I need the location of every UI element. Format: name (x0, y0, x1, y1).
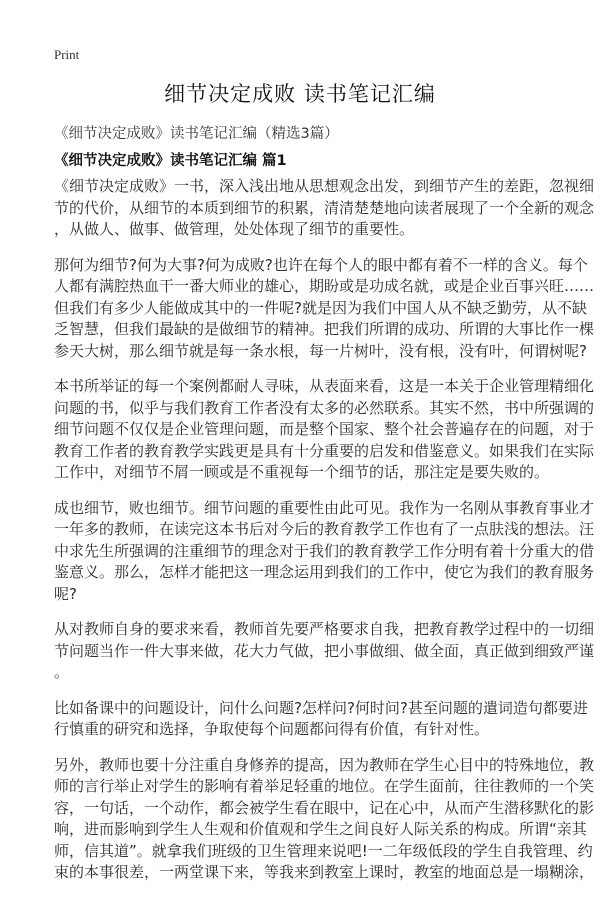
paragraph-line: 本书所举证的每一个案例都耐人寻味，从表面来看，这是一本关于企业管理精细化 (54, 377, 595, 395)
paragraph-line: 师，信其道”。就拿我们班级的卫生管理来说吧!一二年级低段的学生自我管理、约 (54, 841, 593, 860)
document-subtitle: 《细节决定成败》读书笔记汇编（精选3篇） (54, 126, 339, 142)
paragraph-line: 问题的书，似乎与我们教育工作者没有太多的必然联系。其实不然，书中所强调的 (54, 398, 595, 417)
paragraph-line: 比如备课中的问题设计，问什么问题?怎样问?何时问?甚至问题的遣词造句都要进 (54, 698, 588, 717)
print-link[interactable]: Print (54, 47, 80, 62)
paragraph (54, 176, 595, 241)
paragraph-line: 束的本事很差，一两堂课下来，等我来到教室上课时，教室的地面总是一塌糊涂， (54, 863, 595, 881)
paragraph-line: 成也细节，败也细节。细节问题的重要性由此可见。我作为一名刚从事教育事业才 (54, 498, 595, 517)
paragraph-line: 一年多的教师，在读完这本书后对今后的教育教学工作也有了一点肤浅的想法。汪 (54, 520, 595, 538)
paragraph-line: 教育工作者的教育教学实践更是具有十分重要的启发和借鉴意义。如果我们在实际 (54, 441, 595, 460)
paragraph-line: 但我们有多少人能做成其中的一件呢?就是因为我们中国人从不缺乏勤劳，从不缺 (54, 298, 587, 317)
paragraph-line: 节的代价，从细节的本质到细节的积累，清清楚楚地向读者展现了一个全新的观念 (54, 198, 595, 217)
paragraph-line: 乏智慧，但我们最缺的是做细节的精神。把我们所谓的成功、所谓的大事比作一棵 (54, 320, 595, 338)
paragraph-line: ，从做人、做事、做管理，处处体现了细节的重要性。 (54, 220, 415, 238)
paragraph-line: 参天大树，那么细节就是每一条水根，每一片树叶，没有根，没有叶，何谓树呢? (54, 341, 587, 360)
paragraph-line: 鉴意义。那么，怎样才能把这一理念运用到我们的工作中，使它为我们的教育服务 (54, 563, 595, 581)
paragraph-line: 。 (54, 663, 70, 681)
document-body (54, 176, 595, 898)
paragraph-line: 容，一句话，一个动作，都会被学生看在眼中，记在心中，从而产生潜移默化的影 (54, 798, 595, 817)
paragraph-line: 另外，教师也要十分注重自身修养的提高，因为教师在学生心目中的特殊地位，教 (54, 755, 595, 774)
paragraph (54, 755, 595, 884)
paragraph (54, 255, 595, 363)
paragraph (54, 376, 595, 484)
paragraph-line: 从对教师自身的要求来看，教师首先要严格要求自我，把教育教学过程中的一切细 (54, 620, 595, 638)
paragraph (54, 698, 588, 741)
paragraph-line: 呢? (54, 584, 77, 603)
paragraph-line: 那何为细节?何为大事?何为成败?也许在每个人的眼中都有着不一样的含义。每个 (54, 255, 588, 274)
paragraph-line: 节问题当作一件大事来做，花大力气做，把小事做细、做全面，真正做到细致严谨 (54, 641, 595, 660)
paragraph-line: 中求先生所强调的注重细节的理念对于我们的教育教学工作分明有着十分重大的借 (54, 541, 595, 560)
paragraph-line: 响，进而影响到学生人生观和价值观和学生之间良好人际关系的构成。所谓“亲其 (54, 820, 587, 838)
document-title: 细节决定成败 读书笔记汇编 (164, 82, 436, 106)
paragraph-line: 人都有满腔热血干一番大师业的雄心，期盼或是功成名就，或是企业百事兴旺…… (54, 277, 595, 295)
section-heading: 《细节决定成败》读书笔记汇编 篇1 (54, 153, 287, 169)
paragraph-line: 师的言行举止对学生的影响有着举足轻重的地位。在学生面前，往往教师的一个笑 (54, 777, 595, 795)
paragraph (54, 619, 595, 684)
paragraph-line: 工作中，对细节不屑一顾或是不重视每一个细节的话，那注定是要失败的。 (54, 463, 550, 481)
paragraph-line: 《细节决定成败》一书，深入浅出地从思想观念出发，到细节产生的差距，忽视细 (54, 177, 595, 195)
paragraph-line: 细节问题不仅仅是企业管理问题，而是整个国家、整个社会普遍存在的问题，对于 (54, 420, 595, 438)
paragraph (54, 498, 595, 606)
paragraph-line: 行慎重的研究和选择，争取使每个问题都问得有价值，有针对性。 (54, 720, 490, 738)
